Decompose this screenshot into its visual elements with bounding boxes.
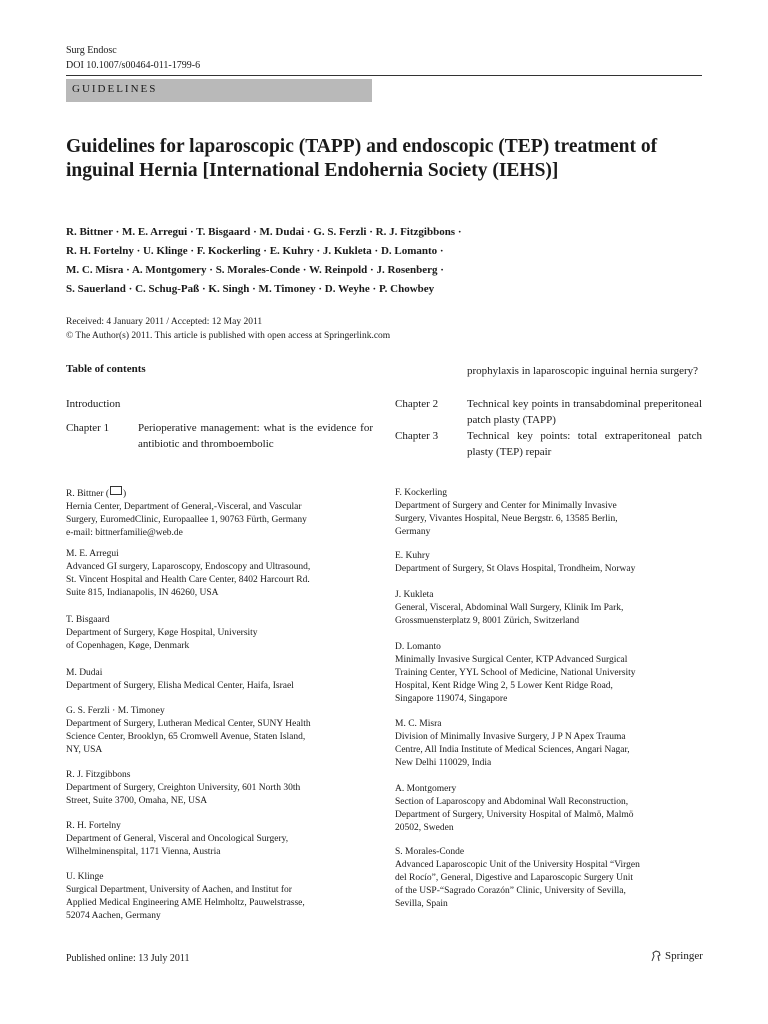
affiliation-name: R. H. Fortelny — [66, 821, 121, 831]
affiliation-address: Minimally Invasive Surgical Center, KTP Advanced Surgical Training Center, YYL School of Medicine, National University Hospital, Kent Ridge Wing 2, 5 Lower Kent Ridge Road, Singapore 119074, Singapore — [395, 655, 636, 704]
toc-heading: Table of contents — [66, 363, 146, 375]
affiliation-address: Division of Minimally Invasive Surgery, J P N Apex Trauma Centre, All India Institute of Medical Sciences, Angari Nagar, New Delhi 110029, India — [395, 732, 630, 768]
affiliation-montgomery — [395, 783, 695, 835]
header-rule — [66, 75, 702, 76]
affiliation-lomanto — [395, 641, 695, 706]
journal-header — [66, 43, 200, 73]
affiliation-name: U. Klinge — [66, 872, 104, 882]
affiliation-kuhry — [395, 550, 695, 576]
affiliation-name: A. Montgomery — [395, 784, 457, 794]
publisher-logo — [650, 950, 703, 962]
author-line: S. Sauerland · C. Schug-Paß · K. Singh · M. Timoney · D. Weyhe · P. Chowbey — [66, 283, 435, 295]
affiliation-address: Department of Surgery, Creighton University, 601 North 30th Street, Suite 3700, Omaha, NE, USA — [66, 783, 301, 806]
affiliation-address: Department of Surgery, St Olavs Hospital, Trondheim, Norway — [395, 564, 636, 574]
affiliation-morales-conde — [395, 846, 695, 911]
toc-chapter-3-text[interactable]: Technical key points: total extraperitoneal patch plasty (TEP) repair — [467, 430, 702, 458]
article-dates — [66, 315, 390, 343]
toc-introduction[interactable]: Introduction — [66, 398, 121, 410]
springer-horse-icon — [650, 950, 662, 962]
article-title: Guidelines for laparoscopic (TAPP) and endoscopic (TEP) treatment of inguinal Hernia [International Endohernia Society (IEHS)] — [66, 136, 658, 181]
affiliation-address: Advanced GI surgery, Laparoscopy, Endoscopy and Ultrasound, St. Vincent Hospital and Health Care Center, 8402 Harcourt Rd. Suite 815, Indianapolis, IN 46260, USA — [66, 562, 311, 598]
toc-chapter-1-label[interactable]: Chapter 1 — [66, 422, 110, 434]
received-accepted: Received: 4 January 2011 / Accepted: 12 May 2011 — [66, 317, 263, 327]
affiliation-kukleta — [395, 589, 695, 628]
toc-chapter-3-label[interactable]: Chapter 3 — [395, 430, 439, 442]
affiliation-name: G. S. Ferzli · M. Timoney — [66, 706, 165, 716]
toc-chapter-2-text[interactable]: Technical key points in transabdominal preperitoneal patch plasty (TAPP) — [467, 398, 702, 426]
affiliation-name: R. Bittner ( ) — [66, 487, 366, 501]
affiliation-address: Department of Surgery and Center for Minimally Invasive Surgery, Vivantes Hospital, Neue Bergstr. 6, 13585 Berlin, Germany — [395, 501, 618, 537]
journal-name: Surg Endosc — [66, 45, 117, 56]
section-label: GUIDELINES — [72, 83, 158, 95]
toc-chapter-1-text[interactable]: Perioperative management: what is the evidence for antibiotic and thromboembolic — [138, 422, 373, 450]
affiliation-fitzgibbons — [66, 769, 366, 808]
affiliation-bittner — [66, 487, 366, 540]
author-line: M. C. Misra · A. Montgomery · S. Morales-Conde · W. Reinpold · J. Rosenberg · — [66, 264, 444, 276]
published-online: Published online: 13 July 2011 — [66, 953, 190, 964]
affiliation-address: General, Visceral, Abdominal Wall Surgery, Klinik Im Park, Grossmuensterplatz 9, 8001 Zürich, Switzerland — [395, 603, 624, 626]
section-band — [66, 79, 372, 102]
affiliation-address: Department of Surgery, Lutheran Medical Center, SUNY Health Science Center, Brooklyn, 65 Cromwell Avenue, Staten Island, NY, USA — [66, 719, 311, 755]
affiliation-address: Hernia Center, Department of General,-Visceral, and Vascular Surgery, EuromedClinic, Europaallee 1, 90763 Fürth, Germany e-mail: bittnerfamilie@web.de — [66, 502, 307, 538]
affiliation-kockerling — [395, 487, 695, 539]
affiliation-name: T. Bisgaard — [66, 615, 110, 625]
affiliation-bisgaard — [66, 614, 366, 653]
copyright: © The Author(s) 2011. This article is published with open access at Springerlink.com — [66, 331, 391, 341]
affiliation-ferzli-timoney — [66, 705, 366, 757]
affiliation-name: E. Kuhry — [395, 551, 430, 561]
affiliation-address: Surgical Department, University of Aachen, and Institut for Applied Medical Engineering AME Helmholtz, Pauwelstrasse, 52074 Aachen, Germany — [66, 885, 305, 921]
author-list — [66, 223, 706, 299]
doi[interactable]: DOI 10.1007/s00464-011-1799-6 — [66, 60, 201, 71]
affiliation-address: Department of Surgery, Elisha Medical Center, Haifa, Israel — [66, 681, 294, 691]
author-line: R. Bittner · M. E. Arregui · T. Bisgaard · M. Dudai · G. S. Ferzli · R. J. Fitzgibbons · — [66, 226, 462, 238]
affiliation-name: D. Lomanto — [395, 642, 441, 652]
affiliation-name: F. Kockerling — [395, 488, 448, 498]
affiliation-name: J. Kukleta — [395, 590, 434, 600]
toc-chapter-2-label[interactable]: Chapter 2 — [395, 398, 439, 410]
mail-icon[interactable] — [110, 486, 122, 495]
author-line: R. H. Fortelny · U. Klinge · F. Kockerling · E. Kuhry · J. Kukleta · D. Lomanto · — [66, 245, 444, 257]
affiliation-name: M. E. Arregui — [66, 549, 119, 559]
affiliation-name: M. C. Misra — [395, 719, 442, 729]
affiliation-klinge — [66, 871, 366, 923]
affiliation-name: M. Dudai — [66, 668, 103, 678]
affiliation-name: R. J. Fitzgibbons — [66, 770, 131, 780]
affiliation-address: Section of Laparoscopy and Abdominal Wall Reconstruction, Department of Surgery, University Hospital of Malmö, Malmö 20502, Sweden — [395, 797, 634, 833]
affiliation-misra — [395, 718, 695, 770]
affiliation-address: Department of General, Visceral and Oncological Surgery, Wilhelminenspital, 1171 Vienna, Austria — [66, 834, 289, 857]
affiliation-arregui — [66, 548, 366, 600]
publisher-name: Springer — [665, 950, 703, 962]
affiliation-dudai — [66, 667, 366, 693]
affiliation-fortelny — [66, 820, 366, 859]
affiliation-address: Advanced Laparoscopic Unit of the University Hospital “Virgen del Rocío”, General, Digestive and Laparoscopic Surgery Unit of the USP-“Sagrado Corazón” Clinic, University of Sevilla, Sevilla, Spain — [395, 860, 640, 909]
affiliation-name: S. Morales-Conde — [395, 847, 465, 857]
toc-chapter-1-continued[interactable]: prophylaxis in laparoscopic inguinal hernia surgery? — [467, 365, 699, 377]
affiliation-address: Department of Surgery, Køge Hospital, University of Copenhagen, Køge, Denmark — [66, 628, 258, 651]
